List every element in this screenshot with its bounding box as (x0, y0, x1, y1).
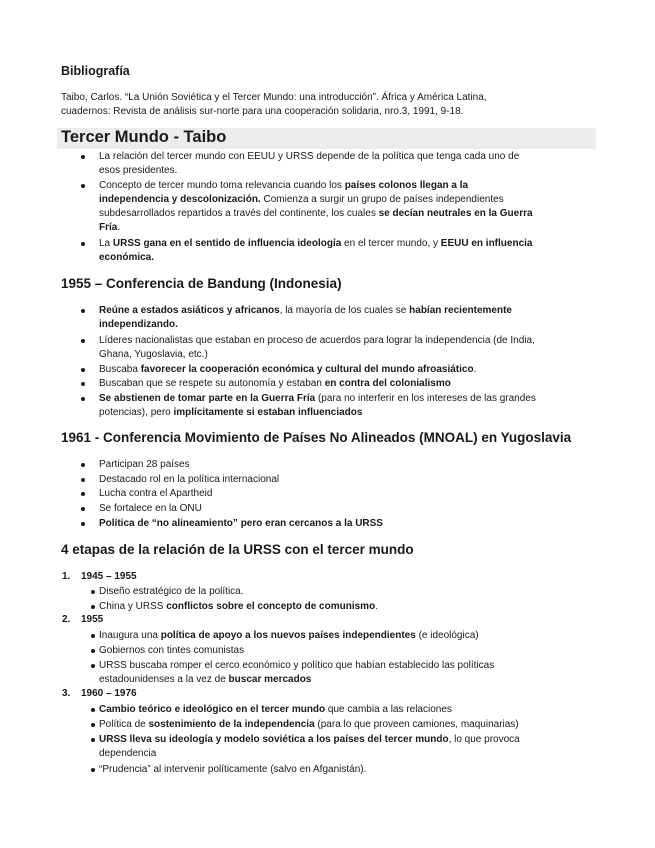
bandung-bullet-3: Buscaba favorecer la cooperación económica y cultural del mundo afroasiático. (99, 364, 477, 375)
bullet-icon (81, 184, 85, 188)
bullet-icon (81, 155, 85, 159)
bullet-icon (91, 708, 95, 712)
stage-3-bullet-4: “Prudencia” al intervenir políticamente (salvo en Afganistán). (99, 764, 367, 775)
bullet-icon (91, 738, 95, 742)
bandung-bullet-2-line-2: Ghana, Yugoslavia, etc.) (99, 349, 208, 360)
bullet-icon (91, 649, 95, 653)
mnoal-bullet-4: Se fortalece en la ONU (99, 503, 202, 514)
mnoal-bullet-1: Participan 28 países (99, 459, 190, 470)
bibliography-heading: Bibliografía (61, 64, 130, 78)
stages-heading: 4 etapas de la relación de la URSS con el tercer mundo (61, 542, 414, 557)
bandung-bullet-1-line-1: Reúne a estados asiáticos y africanos, la mayoría de los cuales se habían recientemente (99, 305, 512, 316)
bibliography-line-2: cuadernos: Revista de análisis sur-norte para una cooperación solidaria, nro.3, 1991, 9-18. (61, 106, 464, 117)
bandung-bullet-1-line-2: independizando. (99, 319, 178, 330)
stage-3-bullet-1: Cambio teórico e ideológico en el tercer mundo que cambia a las relaciones (99, 704, 452, 715)
intro-bullet-2-line-3: subdesarrollados repartidos a través del continente, los cuales se decían neutrales en la Guerra (99, 208, 533, 219)
bandung-bullet-5-line-2: potencias), pero implícitamente si estaban influenciados (99, 407, 363, 418)
bullet-icon (81, 492, 85, 496)
stage-3-label: 1960 – 1976 (81, 688, 137, 699)
stage-2-label: 1955 (81, 614, 104, 625)
intro-bullet-1-line-2: esos presidentes. (99, 165, 178, 176)
bullet-icon (81, 478, 85, 482)
stage-2-bullet-2: Gobiernos con tintes comunistas (99, 645, 245, 656)
stage-3-bullet-2: Política de sostenimiento de la independencia (para lo que proveen camiones, maquinarias) (99, 719, 519, 730)
bandung-bullet-4: Buscaban que se respete su autonomía y estaban en contra del colonialismo (99, 378, 451, 389)
intro-bullet-3-line-2: económica. (99, 252, 155, 263)
bullet-icon (91, 590, 95, 594)
intro-bullet-2-line-2: independencia y descolonización. Comienza a surgir un grupo de países independientes (99, 194, 504, 205)
stage-1-bullet-1: Diseño estratégico de la política. (99, 586, 244, 597)
bullet-icon (81, 242, 85, 246)
mnoal-bullet-5: Política de “no alineamiento” pero eran cercanos a la URSS (99, 518, 383, 529)
bullet-icon (91, 723, 95, 727)
intro-bullet-2-line-4: Fría. (99, 222, 121, 233)
mnoal-bullet-2: Destacado rol en la política internacional (99, 474, 280, 485)
stage-2-number: 2. (62, 614, 71, 625)
bullet-icon (81, 522, 85, 526)
mnoal-heading: 1961 - Conferencia Movimiento de Países No Alineados (MNOAL) en Yugoslavia (61, 430, 572, 445)
stage-1-number: 1. (62, 571, 71, 582)
stage-2-bullet-1: Inaugura una política de apoyo a los nuevos países independientes (e ideológica) (99, 630, 479, 641)
bullet-icon (81, 507, 85, 511)
stage-1-label: 1945 – 1955 (81, 571, 137, 582)
stage-3-number: 3. (62, 688, 71, 699)
stage-2-bullet-3-line-1: URSS buscaba romper el cerco económico y político que habían establecido las políticas (99, 660, 495, 671)
bandung-heading: 1955 – Conferencia de Bandung (Indonesia) (61, 276, 342, 291)
bullet-icon (91, 768, 95, 772)
intro-bullet-2-line-1: Concepto de tercer mundo toma relevancia cuando los países colonos llegan a la (99, 180, 469, 191)
bullet-icon (81, 368, 85, 372)
intro-bullet-3-line-1: La URSS gana en el sentido de influencia ideología en el tercer mundo, y EEUU en influencia (99, 238, 533, 249)
main-title: Tercer Mundo - Taibo (61, 128, 227, 146)
bullet-icon (81, 309, 85, 313)
bibliography-line-1: Taibo, Carlos. “La Unión Soviética y el Tercer Mundo: una introducción”. África y América Latina, (61, 92, 487, 103)
bandung-bullet-5-line-1: Se abstienen de tomar parte en la Guerra Fría (para no interferir en los intereses de las grandes (99, 393, 536, 404)
bullet-icon (91, 634, 95, 638)
bullet-icon (91, 605, 95, 609)
bullet-icon (81, 339, 85, 343)
stage-3-bullet-3-line-1: URSS lleva su ideología y modelo soviética a los países del tercer mundo, lo que provoca (99, 734, 520, 745)
bullet-icon (81, 463, 85, 467)
bullet-icon (91, 664, 95, 668)
stage-1-bullet-2: China y URSS conflictos sobre el concepto de comunismo. (99, 601, 378, 612)
stage-2-bullet-3-line-2: estadounidenses a la vez de buscar mercados (99, 674, 312, 685)
bandung-bullet-2-line-1: Líderes nacionalistas que estaban en proceso de acuerdos para lograr la independencia (de India, (99, 335, 535, 346)
bullet-icon (81, 382, 85, 386)
mnoal-bullet-3: Lucha contra el Apartheid (99, 488, 213, 499)
bullet-icon (81, 397, 85, 401)
intro-bullet-1-line-1: La relación del tercer mundo con EEUU y URSS depende de la política que tenga cada uno de (99, 151, 520, 162)
stage-3-bullet-3-line-2: dependencia (99, 748, 157, 759)
